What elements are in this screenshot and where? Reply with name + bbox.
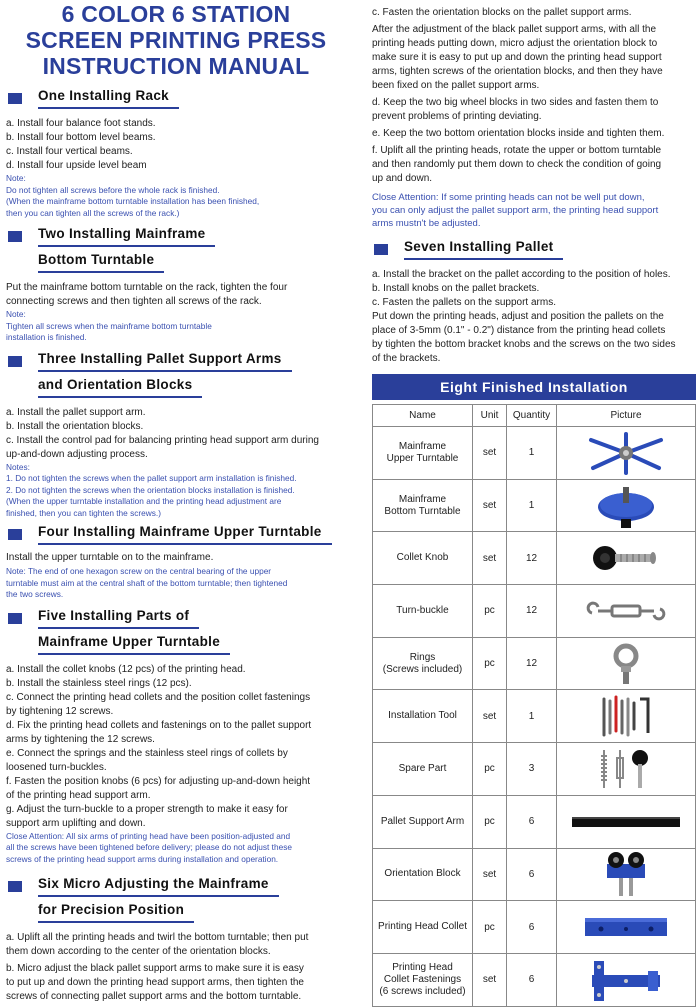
section-one-items	[6, 117, 358, 173]
orientation-block-icon	[557, 850, 695, 898]
note-line: then you can tighten all the screws of the rack.)	[6, 207, 180, 218]
section-three-title: Three Installing Pallet Support Arms	[38, 350, 292, 372]
section-one-heading	[6, 87, 358, 109]
cell-picture	[557, 427, 696, 480]
section-three-title-2: and Orientation Blocks	[38, 372, 202, 398]
bullet-square-icon	[8, 613, 22, 624]
section-two-title: Two Installing Mainframe	[38, 225, 215, 247]
list-item: b. Install knobs on the pallet brackets.	[372, 283, 540, 294]
cell-quantity: 12	[507, 532, 557, 585]
cell-name: Collet Knob	[373, 532, 473, 585]
table-row	[373, 637, 696, 690]
list-item: loosened turn-buckles.	[6, 761, 107, 773]
table-row	[373, 585, 696, 638]
note-line: turntable must aim at the central shaft of the bottom turntable; then tightened	[6, 577, 288, 588]
cell-quantity: 1	[507, 479, 557, 532]
list-item: printing heads putting down, micro adjust the orientation block to	[372, 38, 658, 49]
note-line: 2. Do not tighten the screws when the orientation blocks installation is finished.	[6, 484, 295, 495]
section-four-title: Four Installing Mainframe Upper Turntable	[38, 523, 332, 545]
list-item: d. Fix the printing head collets and fastenings on to the pallet support	[6, 719, 312, 731]
table-row	[373, 479, 696, 532]
list-item: a. Install the collet knobs (12 pcs) of the printing head.	[6, 663, 246, 675]
cell-quantity: 12	[507, 585, 557, 638]
column-header-quantity: Quantity	[507, 405, 557, 427]
list-item: f. Fasten the position knobs (6 pcs) for adjusting up-and-down height	[6, 775, 311, 787]
list-item: to put up and down the printing head support arms, then tighten the	[6, 977, 304, 988]
column-header-name: Name	[373, 405, 473, 427]
list-item: g. Adjust the turn-buckle to a proper strength to make it easy for	[6, 803, 288, 815]
cell-unit: set	[473, 479, 507, 532]
cell-quantity: 12	[507, 637, 557, 690]
section-three-items	[6, 406, 358, 462]
section-seven-heading	[372, 238, 696, 260]
note-line: you can only adjust the pallet support arm, the printing head support	[372, 205, 659, 216]
list-item: b. Install the orientation blocks.	[6, 420, 144, 432]
section-four-heading	[6, 523, 358, 545]
cell-picture	[557, 585, 696, 638]
section-two-notes	[6, 309, 358, 344]
cell-unit: set	[473, 848, 507, 901]
list-item: of the printing head support arm.	[6, 789, 151, 801]
support-arm-icon	[557, 815, 695, 829]
section-five-notes	[6, 831, 358, 866]
cell-picture	[557, 532, 696, 585]
list-item: c. Connect the printing head collets and the position collet fastenings	[6, 691, 311, 703]
cell-quantity: 6	[507, 953, 557, 1006]
bullet-square-icon	[8, 93, 22, 104]
title-line-1: 6 COLOR 6 STATION	[61, 1, 291, 27]
table-body	[373, 427, 696, 1007]
column-header-unit: Unit	[473, 405, 507, 427]
list-item: After the adjustment of the black pallet support arms, with all the	[372, 24, 657, 35]
title-line-3: INSTRUCTION MANUAL	[42, 53, 310, 79]
list-item: b. Install the stainless steel rings (12 pcs).	[6, 677, 192, 689]
list-item: b. Micro adjust the black pallet support arms to make sure it is easy	[6, 963, 304, 974]
note-line: 1. Do not tighten the screws when the pallet support arm installation is finished.	[6, 473, 297, 483]
list-item: c. Install the control pad for balancing printing head support arm during	[6, 434, 319, 446]
collet-knob-icon	[557, 538, 695, 578]
table-row	[373, 953, 696, 1006]
note-line: Do not tighten all screws before the whole rack is finished.	[6, 184, 220, 195]
column-header-picture: Picture	[557, 405, 696, 427]
section-six-title: Six Micro Adjusting the Mainframe	[38, 875, 279, 897]
turn-buckle-icon	[557, 599, 695, 623]
note-line: (When the mainframe bottom turntable installation has been finished,	[6, 196, 260, 206]
section-seven-title: Seven Installing Pallet	[404, 238, 563, 260]
note-line: Close Attention: If some printing heads can not be well put down,	[372, 192, 645, 203]
cell-name: Mainframe Bottom Turntable	[373, 479, 473, 532]
section-two-title-2: Bottom Turntable	[38, 247, 164, 273]
section-six-title-2: for Precision Position	[38, 897, 194, 923]
section-three-notes	[6, 462, 358, 520]
cell-name: Installation Tool	[373, 690, 473, 743]
bullet-square-icon	[8, 881, 22, 892]
cell-unit: set	[473, 690, 507, 743]
cell-picture	[557, 795, 696, 848]
cell-quantity: 6	[507, 848, 557, 901]
cell-picture	[557, 690, 696, 743]
section-one-notes	[6, 173, 358, 219]
note-line: Note:	[6, 173, 26, 183]
section-eight-heading: Eight Finished Installation	[372, 374, 696, 400]
bullet-square-icon	[374, 244, 388, 255]
list-item: a. Install the bracket on the pallet according to the position of holes.	[372, 269, 671, 280]
cell-quantity: 6	[507, 901, 557, 954]
table-row	[373, 795, 696, 848]
title-line-2: SCREEN PRINTING PRESS	[25, 27, 327, 53]
section-six-heading	[6, 875, 358, 923]
section-three-heading	[6, 350, 358, 398]
note-line: all the screws have been tightened before delivery; please do not adjust these	[6, 842, 292, 852]
cell-picture	[557, 479, 696, 532]
list-item: c. Install four vertical beams.	[6, 146, 133, 157]
cell-unit: set	[473, 532, 507, 585]
table-row	[373, 690, 696, 743]
list-item: screws of connecting pallet support arms and the bottom turntable.	[6, 991, 302, 1002]
section-five-items	[6, 663, 358, 831]
cell-quantity: 1	[507, 690, 557, 743]
cell-quantity: 3	[507, 743, 557, 796]
body-line: connecting screws and then tighten all screws of the rack.	[6, 296, 262, 307]
cell-picture	[557, 901, 696, 954]
section-five-heading	[6, 607, 358, 655]
list-item: and then randomly put them down to check the condition of going	[372, 159, 662, 170]
cell-picture	[557, 637, 696, 690]
cell-name: Mainframe Upper Turntable	[373, 427, 473, 480]
note-line: Notes:	[6, 461, 30, 472]
cell-picture	[557, 743, 696, 796]
list-item: up and down.	[372, 173, 433, 184]
section-two-heading	[6, 225, 358, 273]
cell-unit: pc	[473, 743, 507, 796]
list-item: make sure it is easy to put up and down the printing head support	[372, 52, 662, 63]
cell-name: Rings (Screws included)	[373, 637, 473, 690]
left-column	[6, 0, 358, 1004]
section-five-title-2: Mainframe Upper Turntable	[38, 629, 230, 655]
head-collet-icon	[557, 914, 695, 940]
list-item: e. Connect the springs and the stainless steel rings of collets by	[6, 747, 288, 759]
table-header-row	[373, 405, 696, 427]
list-item: c. Fasten the pallets on the support arms.	[372, 297, 556, 308]
note-line: installation is finished.	[6, 332, 87, 342]
cell-name: Spare Part	[373, 743, 473, 796]
note-line: (When the upper turntable installation and the printing head adjustment are	[6, 496, 282, 506]
note-line: finished, then you can tighten the screws.)	[6, 507, 161, 518]
table-row	[373, 743, 696, 796]
table-row	[373, 427, 696, 480]
list-item: d. Install four upside level beam	[6, 160, 147, 171]
section-seven-items	[372, 268, 696, 366]
list-item: arms by tightening the 12 screws.	[6, 733, 155, 745]
cell-name: Printing Head Collet	[373, 901, 473, 954]
table-row	[373, 901, 696, 954]
list-item: d. Keep the two big wheel blocks in two sides and fasten them to	[372, 97, 659, 108]
cell-unit: pc	[473, 585, 507, 638]
spare-part-icon	[557, 746, 695, 792]
cell-picture	[557, 848, 696, 901]
note-line: Close Attention: All six arms of printing head have been position-adjusted and	[6, 830, 291, 841]
cell-picture	[557, 953, 696, 1006]
cell-unit: pc	[473, 901, 507, 954]
note-line: Tighten all screws when the mainframe bottom turntable	[6, 320, 212, 331]
section-four-notes	[6, 566, 358, 601]
note-line: screws of the printing head support arms during installation and operation.	[6, 853, 279, 864]
section-four-body	[6, 551, 358, 565]
bullet-square-icon	[8, 529, 22, 540]
list-item: f. Uplift all the printing heads, rotate the upper or bottom turntable	[372, 145, 662, 156]
cell-quantity: 1	[507, 427, 557, 480]
note-line: arms mustn't be adjusted.	[372, 218, 481, 229]
list-item: support arm uplifting and down.	[6, 817, 146, 829]
upper-turntable-icon	[557, 430, 695, 476]
section-six-items-right	[372, 6, 696, 186]
bottom-turntable-icon	[557, 483, 695, 529]
list-item: arms, tighten screws of the orientation blocks, and then they have	[372, 66, 663, 77]
cell-name: Printing Head Collet Fastenings (6 screws included)	[373, 953, 473, 1006]
list-item: a. Uplift all the printing heads and twirl the bottom turntable; then put	[6, 932, 309, 943]
list-item: a. Install four balance foot stands.	[6, 118, 156, 129]
list-item: prevent problems of printing deviating.	[372, 111, 542, 122]
cell-name: Turn-buckle	[373, 585, 473, 638]
note-line: Note: The end of one hexagon screw on the central bearing of the upper	[6, 566, 272, 576]
list-item: by tighten the bottom bracket knobs and the screws on the two sides	[372, 339, 676, 350]
list-item: Put down the printing heads, adjust and position the pallets on the	[372, 311, 664, 322]
list-item: c. Fasten the orientation blocks on the pallet support arms.	[372, 7, 632, 18]
bullet-square-icon	[8, 231, 22, 242]
body-line: Install the upper turntable on to the mainframe.	[6, 552, 214, 563]
cell-unit: set	[473, 427, 507, 480]
list-item: up-and-down adjusting process.	[6, 448, 148, 460]
parts-table	[372, 404, 696, 1007]
list-item: a. Install the pallet support arm.	[6, 406, 146, 418]
list-item: e. Keep the two bottom orientation blocks inside and tighten them.	[372, 128, 665, 139]
cell-name: Orientation Block	[373, 848, 473, 901]
cell-unit: pc	[473, 637, 507, 690]
section-one-title: One Installing Rack	[38, 87, 179, 109]
ring-icon	[557, 642, 695, 686]
table-row	[373, 532, 696, 585]
list-item: been fixed on the pallet support arms.	[372, 80, 540, 91]
section-six-items-left	[6, 931, 358, 1004]
list-item: place of 3-5mm (0.1" - 0.2") distance from the printing head collets	[372, 325, 666, 336]
table-row	[373, 848, 696, 901]
note-line: the two screws.	[6, 589, 64, 599]
section-six-notes	[372, 191, 696, 230]
body-line: Put the mainframe bottom turntable on the rack, tighten the four	[6, 282, 288, 293]
cell-quantity: 6	[507, 795, 557, 848]
collet-fastening-icon	[557, 957, 695, 1003]
section-two-body	[6, 281, 358, 309]
list-item: b. Install four bottom level beams.	[6, 132, 156, 143]
list-item: of the brackets.	[372, 353, 441, 364]
cell-unit: set	[473, 953, 507, 1006]
cell-name: Pallet Support Arm	[373, 795, 473, 848]
section-five-title: Five Installing Parts of	[38, 607, 199, 629]
cell-unit: pc	[473, 795, 507, 848]
list-item: them down according to the center of the orientation blocks.	[6, 946, 271, 957]
document-title	[6, 1, 346, 79]
list-item: by tightening 12 screws.	[6, 705, 114, 717]
bullet-square-icon	[8, 356, 22, 367]
note-line: Note:	[6, 309, 26, 319]
right-column	[372, 0, 696, 1007]
tools-icon	[557, 693, 695, 739]
